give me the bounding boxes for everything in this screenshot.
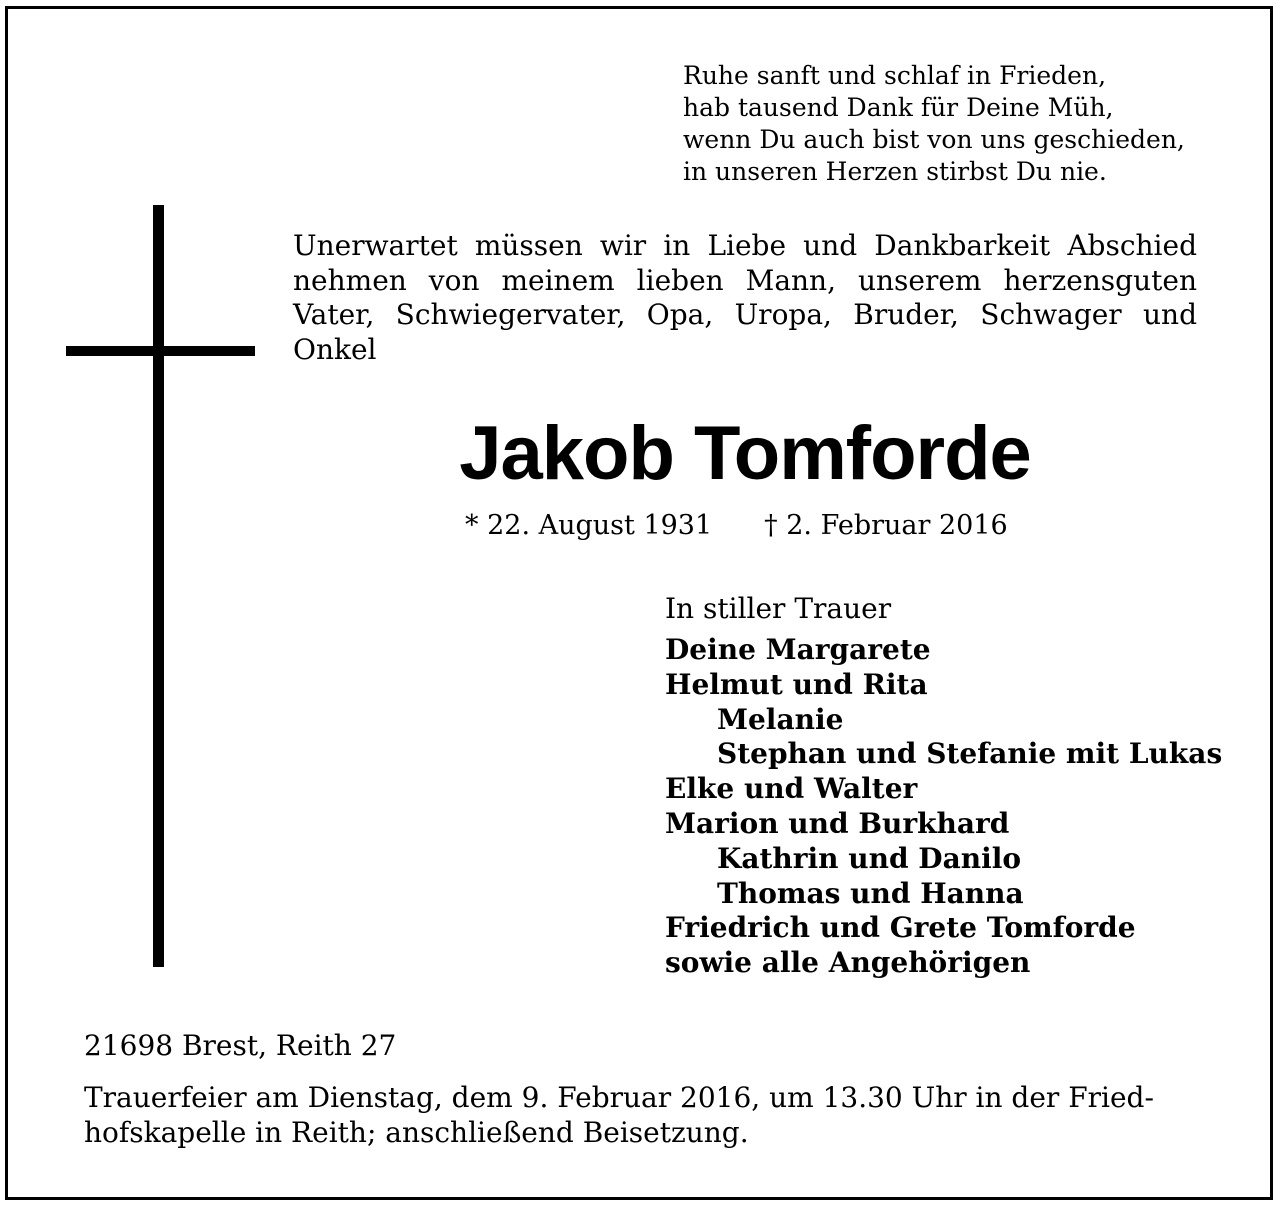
- mourner-entry: Thomas und Hanna: [717, 876, 1024, 910]
- mourner-entry: Stephan und Stefanie mit Lukas: [717, 737, 1223, 771]
- cross-icon-crossbar: [66, 346, 255, 356]
- memorial-poem: [683, 60, 1243, 188]
- mourners-list: [665, 633, 1225, 981]
- mourner-entry: sowie alle Angehörigen: [665, 946, 1031, 980]
- mourner-entry: Friedrich und Grete Tomforde: [665, 911, 1136, 945]
- poem-line: in unseren Herzen stirbst Du nie.: [683, 157, 1107, 186]
- ceremony-line: Trauerfeier am Dienstag, dem 9. Februar 2016, um 13.30 Uhr in der Fried-: [84, 1081, 1154, 1114]
- poem-line: Ruhe sanft und schlaf in Frieden,: [683, 61, 1107, 90]
- ceremony-notice: [84, 1080, 1194, 1150]
- life-dates: [465, 508, 1008, 544]
- ceremony-line: hofskapelle in Reith; anschließend Beisetzung.: [84, 1116, 749, 1149]
- intro-text: Unerwartet müssen wir in Liebe und Dankbarkeit Abschied nehmen von meinem lieben Mann, unserem herzensguten Vater, Schwiegervater, Opa, Uropa, Bruder, Schwager und Onkel: [293, 229, 1197, 366]
- mourner-entry: Helmut und Rita: [665, 667, 928, 701]
- mourner-entry: Marion und Burkhard: [665, 806, 1010, 840]
- cross-icon: [153, 205, 164, 967]
- mourner-entry: Kathrin und Danilo: [717, 841, 1022, 875]
- birth-date: * 22. August 1931: [465, 510, 713, 541]
- poem-line: wenn Du auch bist von uns geschieden,: [683, 125, 1185, 154]
- mourner-entry: Elke und Walter: [665, 772, 918, 806]
- death-date: † 2. Februar 2016: [764, 510, 1008, 541]
- mourner-entry: Melanie: [717, 702, 844, 736]
- poem-line: hab tausend Dank für Deine Müh,: [683, 93, 1114, 122]
- mourning-lead: In stiller Trauer: [665, 592, 892, 625]
- family-address: 21698 Brest, Reith 27: [84, 1029, 397, 1062]
- mourner-entry: Deine Margarete: [665, 633, 931, 666]
- deceased-name: Jakob Tomforde: [459, 411, 1031, 496]
